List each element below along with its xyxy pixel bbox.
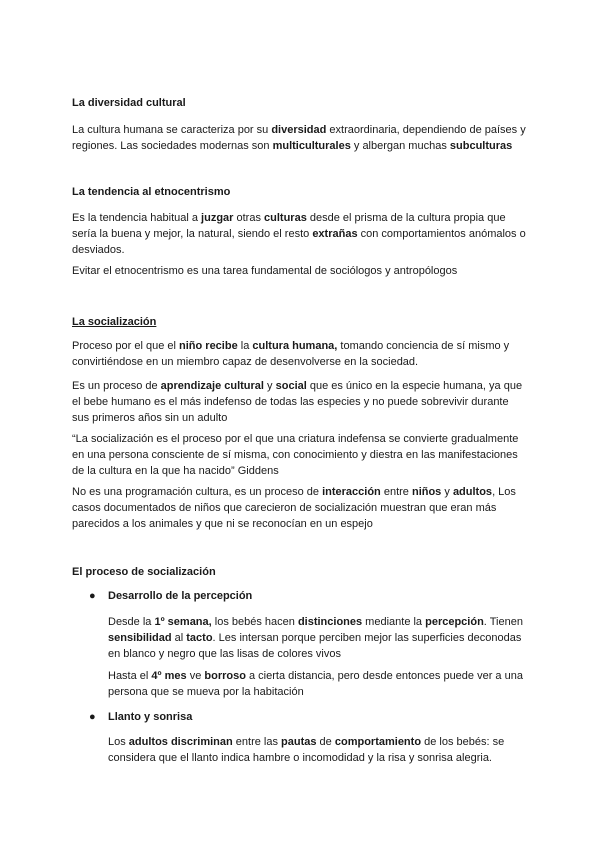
paragraph: La cultura humana se caracteriza por su diversidad extraordinaria, dependiendo de países y regiones. Las sociedades modernas son multiculturales y albergan muchas subculturas [72,124,526,152]
paragraph: Evitar el etnocentrismo es una tarea fundamental de sociólogos y antropólogos [72,265,458,277]
section-title: La socialización [72,316,157,328]
section-socializacion [72,314,527,330]
paragraph: Es la tendencia habitual a juzgar otras culturas desde el prisma de la cultura propia que sería la buena y mejor, la natural, siendo el resto extrañas con comportamientos anómalos o desviados. [72,212,526,256]
quote-paragraph: “La socialización es el proceso por el que una criatura indefensa se convierte gradualmente en una persona consciente de sí misma, con conocimiento y diestra en las manifestaciones de la cultura en la que ha nacido” Giddens [72,433,519,477]
section-proceso [72,564,527,580]
section-title: El proceso de socialización [72,566,216,578]
paragraph: Proceso por el que el niño recibe la cultura humana, tomando conciencia de sí mismo y convirtiéndose en un miembro capaz de desenvolverse en la sociedad. [72,340,510,368]
paragraph: No es una programación cultura, es un proceso de interacción entre niños y adultos, Los casos documentados de niños que carecieron de socialización muestran que eran más parecidos a los animales y que ni se reconocían en un espejo [72,486,516,530]
section-title: La tendencia al etnocentrismo [72,186,231,198]
bullet-title: Desarrollo de la percepción [108,590,253,602]
section-title: La diversidad cultural [72,97,186,109]
section-etnocentrismo [72,184,527,200]
paragraph: Desde la 1º semana, los bebés hacen distinciones mediante la percepción. Tienen sensibilidad al tacto. Les intersan porque perciben mejor las superficies deconodas en blanco y negro que las lisas de colores vivos [108,616,523,660]
section-diversidad [72,95,527,111]
paragraph: Los adultos discriminan entre las pautas de comportamiento de los bebés: se considera que el llanto indica hambre o incomodidad y la risa y sonrisa alegria. [108,736,505,764]
paragraph: Hasta el 4º mes ve borroso a cierta distancia, pero desde entonces puede ver a una persona que se mueva por la habitación [108,670,523,698]
bullet-title: Llanto y sonrisa [108,711,193,723]
bullet-dot-icon: ● [89,590,96,602]
paragraph: Es un proceso de aprendizaje cultural y social que es único en la especie humana, ya que el bebe humano es el más indefenso de todas las especies y no puede sobrevivir durante sus primeros años sin un adulto [72,380,523,424]
bullet-dot-icon: ● [89,711,96,723]
